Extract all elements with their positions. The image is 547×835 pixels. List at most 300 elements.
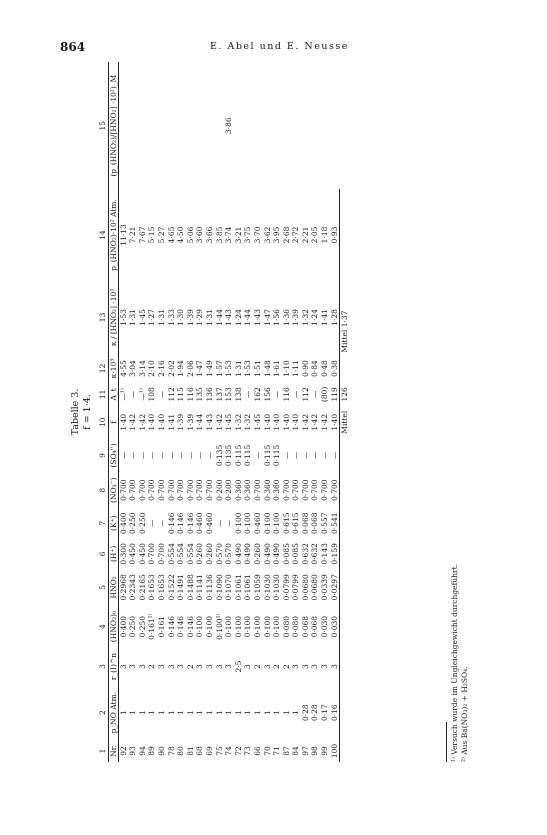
table-cell: — xyxy=(310,390,320,399)
table-cell: 4·65 xyxy=(166,226,176,244)
column-number: 12 xyxy=(98,363,107,374)
table-cell: 0·146 xyxy=(185,615,195,638)
table-cell: 0·632 xyxy=(300,543,310,565)
table-cell: 1·39 xyxy=(176,413,186,431)
table-cell: 0·080 xyxy=(281,615,291,638)
table-cell: — xyxy=(156,519,166,527)
table-cell: 2·68 xyxy=(281,226,291,244)
table-cell: 1 xyxy=(281,710,291,716)
column-header: (HNO₂)₀ xyxy=(108,606,118,648)
table-cell: 0·1030 xyxy=(262,574,272,601)
table-cell: 0·146 xyxy=(185,512,195,534)
table-cell: 3 xyxy=(118,664,128,669)
table-cell: 1·53 xyxy=(118,309,128,326)
table-cell: 92 xyxy=(118,746,128,756)
table-cell: 2 xyxy=(281,664,291,669)
table-cell: — xyxy=(330,438,340,472)
table-cell: 0·115 xyxy=(233,444,243,467)
table-cell: 0·100 xyxy=(252,615,262,638)
table-cell: 66 xyxy=(252,746,262,756)
column-number: 7 xyxy=(98,520,107,526)
table-cell: 1 xyxy=(252,710,262,716)
footnote: ²⁾ Aus Ba(NO₃)₂ + H₂SO₄. xyxy=(460,666,469,762)
table-cell: 0·068 xyxy=(310,512,320,534)
table-cell: 1·43 xyxy=(224,309,234,326)
table-cell: 116 xyxy=(185,387,195,402)
table-cell: 1·47 xyxy=(195,360,205,377)
table-cell: —¹⁾ xyxy=(137,388,147,401)
column-number: 9 xyxy=(98,453,107,458)
column-number: 8 xyxy=(98,487,107,493)
column-number: 1 xyxy=(98,748,107,754)
table-cell: 2 xyxy=(185,664,195,669)
table-cell: 0·161¹⁾ xyxy=(147,613,157,640)
table-cell: 0·554 xyxy=(176,543,186,565)
table-cell: 0·700 xyxy=(128,479,138,501)
table-cell: 1·44 xyxy=(195,413,205,431)
table-cell: 1·53 xyxy=(224,360,234,377)
table-cell: 84 xyxy=(291,746,301,756)
table-cell: 1·42 xyxy=(320,413,330,431)
table-cell: 0·146 xyxy=(176,615,186,638)
table-cell: 0·84 xyxy=(310,360,320,377)
table-cell: 0·100 xyxy=(243,615,253,638)
footnote: ¹⁾ Versuch wurde im Ungleichgewicht durchgeführt. xyxy=(450,563,459,762)
table-cell: 81 xyxy=(185,746,195,756)
mittel-value: 126 xyxy=(340,383,350,406)
table-body xyxy=(118,62,350,762)
table-cell: 5·15 xyxy=(147,226,157,244)
table-cell: 3 xyxy=(214,664,224,669)
table-cell: 0·700 xyxy=(204,479,214,501)
table-cell: 0·700 xyxy=(281,479,291,501)
table-cell: 0·360 xyxy=(262,479,272,501)
table-cell: 99 xyxy=(320,746,330,756)
table-cell: 162 xyxy=(252,387,262,402)
column-header: A_t xyxy=(108,383,118,406)
table-cell: 0·90 xyxy=(300,360,310,377)
table-cell: 0·460 xyxy=(252,512,262,534)
table-cell: 3·70 xyxy=(252,226,262,244)
table-cell: 1·47 xyxy=(262,309,272,326)
table-cell: — xyxy=(128,451,138,460)
table-cell: 3 xyxy=(166,664,176,669)
table-cell: 1 xyxy=(185,710,195,716)
table-cell: 0·100 xyxy=(262,512,272,534)
table-cell: 2·72 xyxy=(291,226,301,244)
table-cell: 0·146 xyxy=(166,615,176,638)
table-cell: — xyxy=(224,519,234,527)
table-cell: 2·21 xyxy=(300,226,310,244)
table-cell: 0·400 xyxy=(118,615,128,638)
table-cell: 0·360 xyxy=(233,479,243,501)
table-cell: 0·115 xyxy=(262,444,272,467)
table-cell: 0·100 xyxy=(272,615,282,638)
table-cell: 116 xyxy=(281,387,291,402)
table-cell: 1·32 xyxy=(243,413,253,431)
table-cell: 3 xyxy=(300,664,310,669)
table-cell: 0·030 xyxy=(330,606,340,648)
table-cell: 3 xyxy=(320,664,330,669)
column-header: (NO₃⁻) xyxy=(108,472,118,508)
table-cell: 87 xyxy=(281,746,291,756)
table-cell: — xyxy=(156,451,166,460)
table-cell: 0·1136 xyxy=(204,574,214,601)
table-cell: 0·557 xyxy=(320,512,330,534)
table-cell: 137 xyxy=(214,387,224,402)
table-cell: 0·135 xyxy=(224,444,234,467)
column-header: (p_(HNO₂)/[HNO₂] ·10²)_M xyxy=(108,62,118,189)
table-cell: 0·0680 xyxy=(300,574,310,601)
table-cell: 3 xyxy=(156,664,166,669)
table-cell: 0·700 xyxy=(156,479,166,501)
table-cell: 0·146 xyxy=(176,512,186,534)
table-cell: 0·115 xyxy=(272,444,282,467)
table-cell: 0·700 xyxy=(185,479,195,501)
table-cell: 71 xyxy=(272,746,282,756)
table-cell: 2·5 xyxy=(233,660,243,673)
table-cell: 2·02 xyxy=(166,360,176,377)
table-cell: 112 xyxy=(300,387,310,402)
table-cell: 0·1488 xyxy=(185,574,195,601)
table-cell: 1 xyxy=(233,710,243,716)
table-cell: — xyxy=(204,451,214,460)
table-cell: 70 xyxy=(262,746,272,756)
table-cell: — xyxy=(214,519,224,527)
table-cell: 97 xyxy=(300,746,310,756)
table-cell: 1·36 xyxy=(281,309,291,326)
table-cell: 0·400 xyxy=(118,512,128,534)
column-header: κ·10³ xyxy=(108,354,118,382)
table-cell: 5·06 xyxy=(185,226,195,244)
table-cell: 3 xyxy=(224,664,234,669)
table-cell: 1·49 xyxy=(204,360,214,377)
table-cell: 3 xyxy=(176,664,186,669)
table-cell: 0·17 xyxy=(320,704,330,721)
column-header: (K⁺) xyxy=(108,508,118,539)
table-cell: 0·100 xyxy=(233,615,243,638)
table-cell: — xyxy=(281,451,291,460)
table-cell: 0·541 xyxy=(330,508,340,539)
table-cell: 0·260 xyxy=(252,543,262,565)
table-cell: 3·74 xyxy=(224,226,234,244)
table-cell: 0·159 xyxy=(330,539,340,570)
table-cell: 3 xyxy=(243,664,253,669)
column-number: 4 xyxy=(98,624,107,630)
table-cell: 80 xyxy=(176,746,186,756)
table-cell: 1·53 xyxy=(243,360,253,377)
table-cell: 1·57 xyxy=(214,360,224,377)
table-cell: 0·490 xyxy=(243,543,253,565)
table-cell: 0·100 xyxy=(262,615,272,638)
data-table xyxy=(98,62,350,762)
table-cell: 2·06 xyxy=(185,360,195,377)
table-cell: 1 xyxy=(176,710,186,716)
table-cell: 0·0339 xyxy=(320,574,330,601)
table-cell: 0·250 xyxy=(137,512,147,534)
table-cell: 0·1491 xyxy=(176,574,186,601)
table-cell: 0·700 xyxy=(147,543,157,565)
table-cell: (80) xyxy=(320,386,330,403)
table-cell: 0·2968 xyxy=(118,574,128,601)
table-cell: 1·39 xyxy=(185,413,195,431)
table-cell: — xyxy=(310,451,320,460)
table-cell: 1·30 xyxy=(176,309,186,326)
table-cell: 1·31 xyxy=(204,309,214,326)
footnote-rule xyxy=(446,722,447,762)
page-header xyxy=(60,40,500,60)
table-cell: 0·030 xyxy=(320,615,330,638)
column-number: 5 xyxy=(98,584,107,590)
table-cell: — xyxy=(156,390,166,399)
column-number: 10 xyxy=(98,417,107,428)
table-cell: 135 xyxy=(195,387,205,402)
table-cell: — xyxy=(243,390,253,399)
column-number: 15 xyxy=(98,120,107,131)
table-cell: 1·40 xyxy=(147,413,157,431)
table-cell: 0·360 xyxy=(243,479,253,501)
table-cell: — xyxy=(137,451,147,460)
table-cell: 0·115 xyxy=(243,444,253,467)
table-cell: 89 xyxy=(147,746,157,756)
column-number: 2 xyxy=(98,710,107,716)
table-cell: 1·41 xyxy=(320,309,330,326)
table-cell: 1·42 xyxy=(128,413,138,431)
column-header: κ / [HNO₂] ·10³ xyxy=(108,281,118,355)
table-cell: 0·135 xyxy=(214,444,224,467)
table-cell: 1·43 xyxy=(204,413,214,431)
table-cell: 0·28 xyxy=(300,704,310,721)
table-cell: 3·95 xyxy=(272,226,282,244)
table-cell: 2 xyxy=(272,664,282,669)
table-cell: 1·42 xyxy=(310,413,320,431)
table-cell: — xyxy=(291,390,301,399)
table-cell: 0·700 xyxy=(156,543,166,565)
table-cell: 3·04 xyxy=(128,360,138,377)
table-cell: 0·1522 xyxy=(166,574,176,601)
table-cell: 1·56 xyxy=(272,309,282,326)
table-cell: 0·200 xyxy=(224,479,234,501)
table-cell: 3·62 xyxy=(262,226,272,244)
table-cell: 0·100 xyxy=(195,615,205,638)
table-cell: 0·250 xyxy=(128,615,138,638)
table-cell: 0·570 xyxy=(224,543,234,565)
table-cell: — xyxy=(272,390,282,399)
table-cell: 0·700 xyxy=(320,479,330,501)
table-cell: 1 xyxy=(204,710,214,716)
table-cell: 0·16 xyxy=(330,685,340,740)
table-cell: 0·632 xyxy=(310,543,320,565)
table-cell: 3 xyxy=(291,664,301,669)
column-number: 11 xyxy=(98,389,107,400)
table-cell: 4·55 xyxy=(118,360,128,377)
table-cell: 0·080 xyxy=(291,615,301,638)
column-header: p_(HNO₂)·10² Atm. xyxy=(108,189,118,280)
table-cell: 119 xyxy=(330,383,340,406)
table-cell: 0·2165 xyxy=(137,574,147,601)
table-cell: 4·50 xyxy=(176,226,186,244)
table-cell: 5·27 xyxy=(156,226,166,244)
table-cell: 68 xyxy=(195,746,205,756)
column-number: 13 xyxy=(98,312,107,323)
table-cell: 3·14 xyxy=(137,360,147,377)
column-header: r_(I)^n xyxy=(108,648,118,686)
table-cell: 0·0680 xyxy=(310,574,320,601)
table-title: Tabelle 3. xyxy=(70,388,81,436)
table-cell: 0·450 xyxy=(128,543,138,565)
table-cell: 0·068 xyxy=(300,615,310,638)
table-cell: 0·700 xyxy=(195,479,205,501)
summary-spacer xyxy=(340,438,350,762)
table-cell: 0·100¹⁾ xyxy=(214,613,224,640)
table-cell: — xyxy=(252,451,262,460)
table-row xyxy=(118,62,128,762)
table-cell: 112 xyxy=(166,387,176,402)
table-cell: 0·554 xyxy=(185,543,195,565)
column-header: HNO₂ xyxy=(108,569,118,605)
running-title: E. Abel und E. Neusse xyxy=(210,41,349,52)
table-cell: 1·39 xyxy=(291,309,301,326)
table-cell: 1·18 xyxy=(320,226,330,244)
column-number: 6 xyxy=(98,551,107,557)
table-cell: 1 xyxy=(166,710,176,716)
table-cell: 0·700 xyxy=(137,479,147,501)
column-number-row xyxy=(98,62,108,762)
table-cell: 0·450 xyxy=(137,543,147,565)
table-cell: 0·0297 xyxy=(330,569,340,605)
table-cell: 136 xyxy=(204,387,214,402)
table-cell: 1·31 xyxy=(233,360,243,377)
mittel-kappa: Mittel 1·37 xyxy=(340,281,350,383)
table-cell: 0·93 xyxy=(330,189,340,280)
table-cell: 0·615 xyxy=(291,512,301,534)
table-cell: 156 xyxy=(262,387,272,402)
table-cell: 1·31 xyxy=(156,309,166,326)
table-cell: 3 xyxy=(195,664,205,669)
table-cell: 1·32 xyxy=(300,309,310,326)
table-cell: 3·85 xyxy=(214,226,224,244)
table-cell: 74 xyxy=(224,746,234,756)
table-cell: 0·146 xyxy=(166,512,176,534)
table-cell: — xyxy=(320,451,330,460)
table-cell: 2·05 xyxy=(310,226,320,244)
table-cell: 0·700 xyxy=(291,479,301,501)
table-cell: 3 xyxy=(330,648,340,686)
remark-value: 3·86 xyxy=(224,117,234,135)
table-cell: 0·700 xyxy=(310,479,320,501)
table-cell: 3·75 xyxy=(243,226,253,244)
table-cell: 1·44 xyxy=(243,309,253,326)
table-cell: 0·28 xyxy=(310,704,320,721)
table-caption xyxy=(70,62,94,762)
table-cell: 0·1070 xyxy=(224,574,234,601)
summary-spacer xyxy=(340,62,350,281)
table-cell: 0·1653 xyxy=(147,574,157,601)
table-cell: 1 xyxy=(262,710,272,716)
table-cell: 0·1061 xyxy=(243,574,253,601)
table-cell: 0·700 xyxy=(252,479,262,501)
table-cell: 0·068 xyxy=(310,615,320,638)
column-header-row xyxy=(108,62,118,762)
table-cell: 0·460 xyxy=(204,512,214,534)
table-cell: 1·24 xyxy=(233,309,243,326)
table-cell: 1 xyxy=(243,710,253,716)
table-cell: 1 xyxy=(147,710,157,716)
table-cell: 0·1141 xyxy=(195,574,205,601)
table-cell: 0·700 xyxy=(166,479,176,501)
table-cell: 1·39 xyxy=(185,309,195,326)
table-cell: 0·615 xyxy=(281,512,291,534)
table-cell: 0·100 xyxy=(204,615,214,638)
table-cell: —¹⁾ xyxy=(118,388,128,401)
table-cell: 75 xyxy=(214,746,224,756)
table-cell: 1 xyxy=(118,710,128,716)
table-cell: 1·45 xyxy=(252,413,262,431)
table-cell: 0·700 xyxy=(300,479,310,501)
table-cell: 0·700 xyxy=(147,479,157,501)
table-cell: 1·32 xyxy=(233,413,243,431)
table-cell: 1·29 xyxy=(195,309,205,326)
table-cell: 1·94 xyxy=(176,360,186,377)
table-cell: — xyxy=(185,451,195,460)
column-number: 14 xyxy=(98,230,107,240)
table-cell: 1·51 xyxy=(252,360,262,377)
table-cell: 7·67 xyxy=(137,226,147,244)
table-cell: 2·10 xyxy=(147,360,157,377)
table-cell: 0·300 xyxy=(118,543,128,565)
table-cell: 0·48 xyxy=(320,360,330,377)
table-cell: 93 xyxy=(128,746,138,756)
table-cell: 1·42 xyxy=(214,413,224,431)
page-number: 864 xyxy=(60,40,86,54)
table-cell: 0·100 xyxy=(233,512,243,534)
table-cell: 1·61 xyxy=(272,360,282,377)
table-cell: 1·40 xyxy=(262,413,272,431)
table-cell: 1 xyxy=(128,710,138,716)
table-cell: 2 xyxy=(147,664,157,669)
table-cell: 0·100 xyxy=(243,512,253,534)
column-header: f xyxy=(108,406,118,438)
table-cell: — xyxy=(176,451,186,460)
table-cell: 3 xyxy=(137,664,147,669)
column-header: p_NO Atm. xyxy=(108,685,118,740)
table-cell: 94 xyxy=(137,746,147,756)
table-cell: 0·068 xyxy=(300,512,310,534)
table-cell: 1·31 xyxy=(128,309,138,326)
footnotes xyxy=(446,564,470,762)
table-subtitle: f = 1·4. xyxy=(82,394,93,430)
table-cell: 1 xyxy=(195,710,205,716)
table-cell: 1 xyxy=(272,710,282,716)
column-number: 3 xyxy=(98,664,107,669)
table-cell: 7·21 xyxy=(128,226,138,244)
table-cell: 1·45 xyxy=(224,413,234,431)
table-cell: 0·250 xyxy=(137,615,147,638)
table-cell: 115 xyxy=(176,387,186,402)
table-cell: 73 xyxy=(243,746,253,756)
table-cell: 1 xyxy=(291,710,301,716)
table-cell: 0·1653 xyxy=(156,574,166,601)
table-cell: 0·143 xyxy=(320,543,330,565)
table-cell: — xyxy=(300,451,310,460)
table-cell: 3 xyxy=(262,664,272,669)
table-cell: 3·60 xyxy=(195,226,205,244)
rotated-table-block xyxy=(70,62,490,762)
table-cell: 1·41 xyxy=(166,413,176,431)
table-cell: 1·27 xyxy=(147,309,157,326)
table-cell: — xyxy=(147,519,157,527)
table-cell: — xyxy=(128,390,138,399)
